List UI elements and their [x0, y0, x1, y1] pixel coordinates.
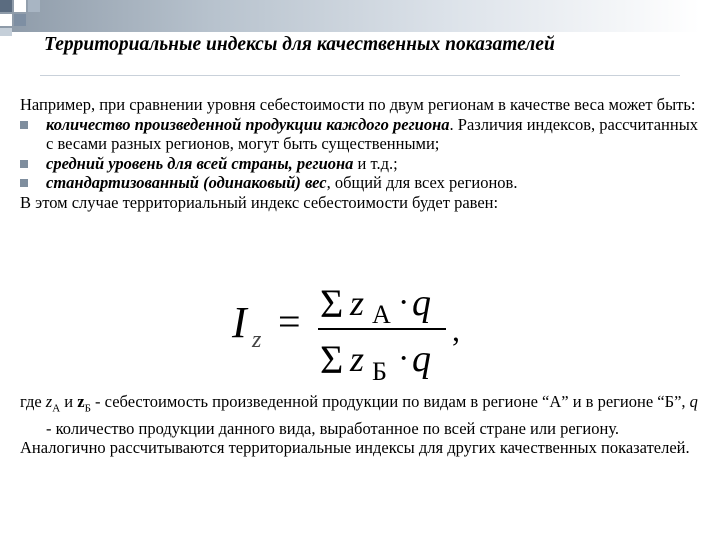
decor-square — [0, 28, 12, 36]
numerator-var: z — [350, 283, 365, 323]
denominator-sum: Σ — [320, 337, 344, 382]
header-band — [0, 0, 700, 32]
numerator-weight: q — [412, 282, 431, 324]
bullet-item — [20, 154, 700, 174]
decor-square — [14, 0, 26, 12]
decor-square — [28, 0, 40, 12]
index-formula — [230, 275, 490, 385]
numerator-dot: · — [398, 284, 410, 321]
bullet-square-icon — [20, 121, 28, 129]
explanation-text — [20, 392, 700, 458]
bullet-emphasis: средний уровень для всей страны, региона — [46, 153, 354, 173]
numerator-sum: Σ — [320, 281, 344, 326]
formula-equals: = — [278, 299, 301, 344]
denominator-var: z — [350, 339, 365, 379]
decor-square — [14, 14, 26, 26]
intro-paragraph: Например, при сравнении уровня себестоимости по двум регионам в качестве веса может быть: — [20, 95, 696, 114]
conclusion-paragraph: В этом случае территориальный индекс себестоимости будет равен: — [20, 192, 499, 212]
where-paragraph — [20, 392, 700, 438]
body-text — [20, 95, 700, 213]
bullet-item — [20, 173, 700, 193]
header-divider — [40, 75, 680, 76]
var-sub: А — [52, 402, 61, 415]
var-sub: Б — [84, 402, 91, 415]
denominator-sub: Б — [372, 357, 387, 385]
bullet-square-icon — [20, 160, 28, 168]
bullet-text: и т.д.; — [353, 153, 398, 173]
formula-lhs-sub: z — [252, 327, 262, 353]
numerator-sub: А — [372, 300, 391, 329]
where-text: - количество продукции данного вида, выработанное по всей стране или региону. — [46, 418, 620, 438]
bullet-item — [20, 115, 700, 154]
final-paragraph: Аналогично рассчитываются территориальные индексы для других качественных показателей. — [20, 438, 690, 458]
where-text: - себестоимость произведенной продукции по видам в регионе “А” и в регионе “Б”, — [90, 392, 690, 411]
denominator-weight: q — [412, 338, 431, 380]
bullet-text: , общий для всех регионов. — [326, 173, 518, 193]
bullet-square-icon — [20, 179, 28, 187]
var-z: z — [77, 392, 85, 411]
decor-square — [0, 14, 12, 26]
formula-comma: , — [452, 312, 460, 348]
formula-lhs: I — [232, 298, 247, 347]
denominator-dot: · — [398, 340, 410, 377]
bullet-emphasis: количество произведенной продукции каждого региона — [46, 114, 450, 134]
bullet-emphasis: стандартизованный (одинаковый) вес — [46, 173, 327, 193]
var-q: q — [689, 392, 698, 411]
slide-title: Территориальные индексы для качественных показателей — [44, 34, 555, 55]
decor-square — [0, 0, 12, 12]
where-text: и — [60, 392, 78, 411]
bullet-text: . Различия индексов, рассчитанных с весами разных регионов, могут быть существенными; — [46, 114, 699, 154]
where-text: где — [20, 392, 46, 411]
var-z: z — [45, 392, 53, 411]
